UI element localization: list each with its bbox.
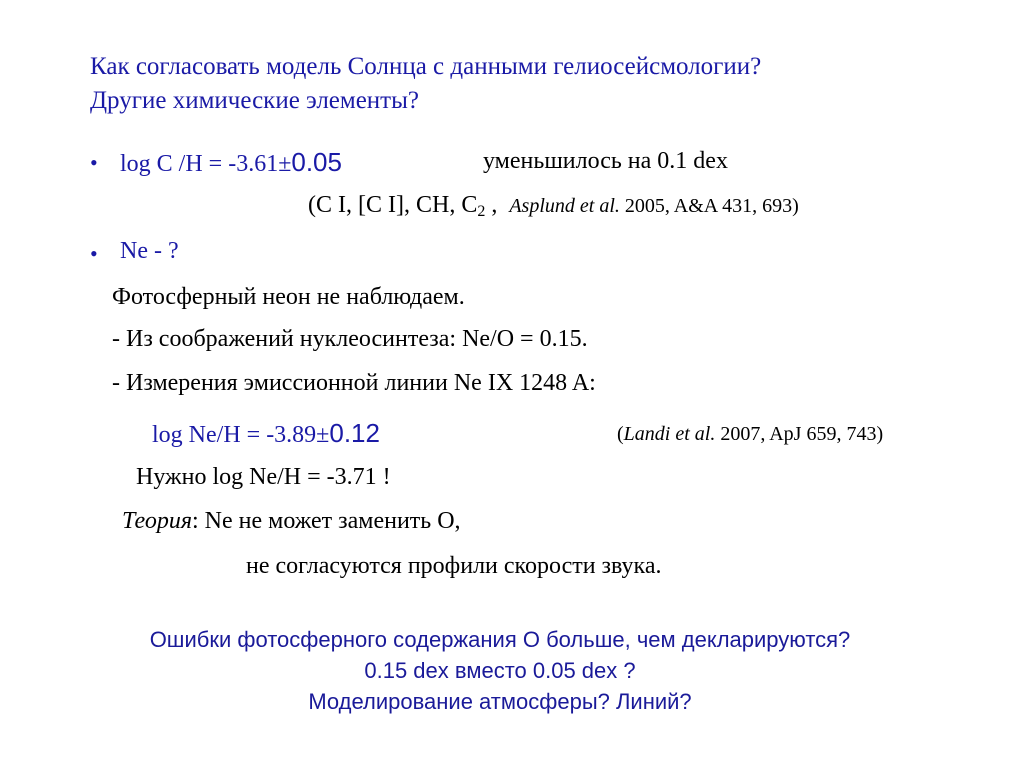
theory-label: Теория [122,508,192,534]
landi-authors: Landi et al. [623,423,716,445]
neon-line-3: - Измерения эмиссионной линии Ne IX 1248 A: [112,370,596,396]
asplund-citation: 2005, A&A 431, 693) [619,195,799,217]
title-line-2: Другие химические элементы? [90,87,420,114]
landi-citation: 2007, ApJ 659, 743) [715,423,884,445]
title-line-1: Как согласовать модель Солнца с данными гелиосейсмологии? [90,53,762,80]
neon-abundance-value: log Ne/H = -3.89± [152,422,330,448]
bullet-1-marker: • [90,150,98,175]
needed-value: Нужно log Ne/H = -3.71 ! [136,464,391,490]
footer-questions [0,624,1000,717]
footer-line-3: Моделирование атмосферы? Линий? [308,689,692,714]
bullet-2-marker: • [90,241,98,266]
bullet-1-formula [120,147,342,178]
neon-abundance-error: 0.12 [329,418,380,448]
neon-line-1: Фотосферный неон не наблюдаем. [112,284,465,310]
neon-heading: Ne - ? [120,238,179,264]
asplund-authors: Asplund et al. [509,195,620,217]
footer-line-1: Ошибки фотосферного содержания О больше, чем декларируются? [149,627,851,652]
neon-line-2: - Из соображений нуклеосинтеза: Ne/O = 0.15. [112,326,588,352]
carbon-species-reference [308,192,799,221]
species-list: (C I, [C I], CH, C [308,192,478,218]
carbon-change-text: уменьшилось на 0.1 dex [483,148,728,174]
species-subscript: 2 [477,203,486,221]
landi-reference [617,423,883,446]
asplund-reference [509,195,798,217]
carbon-abundance-value: log C /H = -3.61 [120,151,279,177]
theory-line [122,508,461,535]
theory-text: : Ne не может заменить O, [191,508,461,534]
carbon-abundance-error: 0.05 [291,147,342,177]
neon-measurement [152,418,380,449]
slide-title [90,50,761,118]
theory-line-2: не согласуются профили скорости звука. [246,553,662,579]
landi-open-paren: ( [617,423,624,445]
species-suffix: , [485,192,498,218]
footer-line-2: 0.15 dex вместо 0.05 dex ? [364,658,636,683]
plus-minus-sign: ± [278,151,292,177]
